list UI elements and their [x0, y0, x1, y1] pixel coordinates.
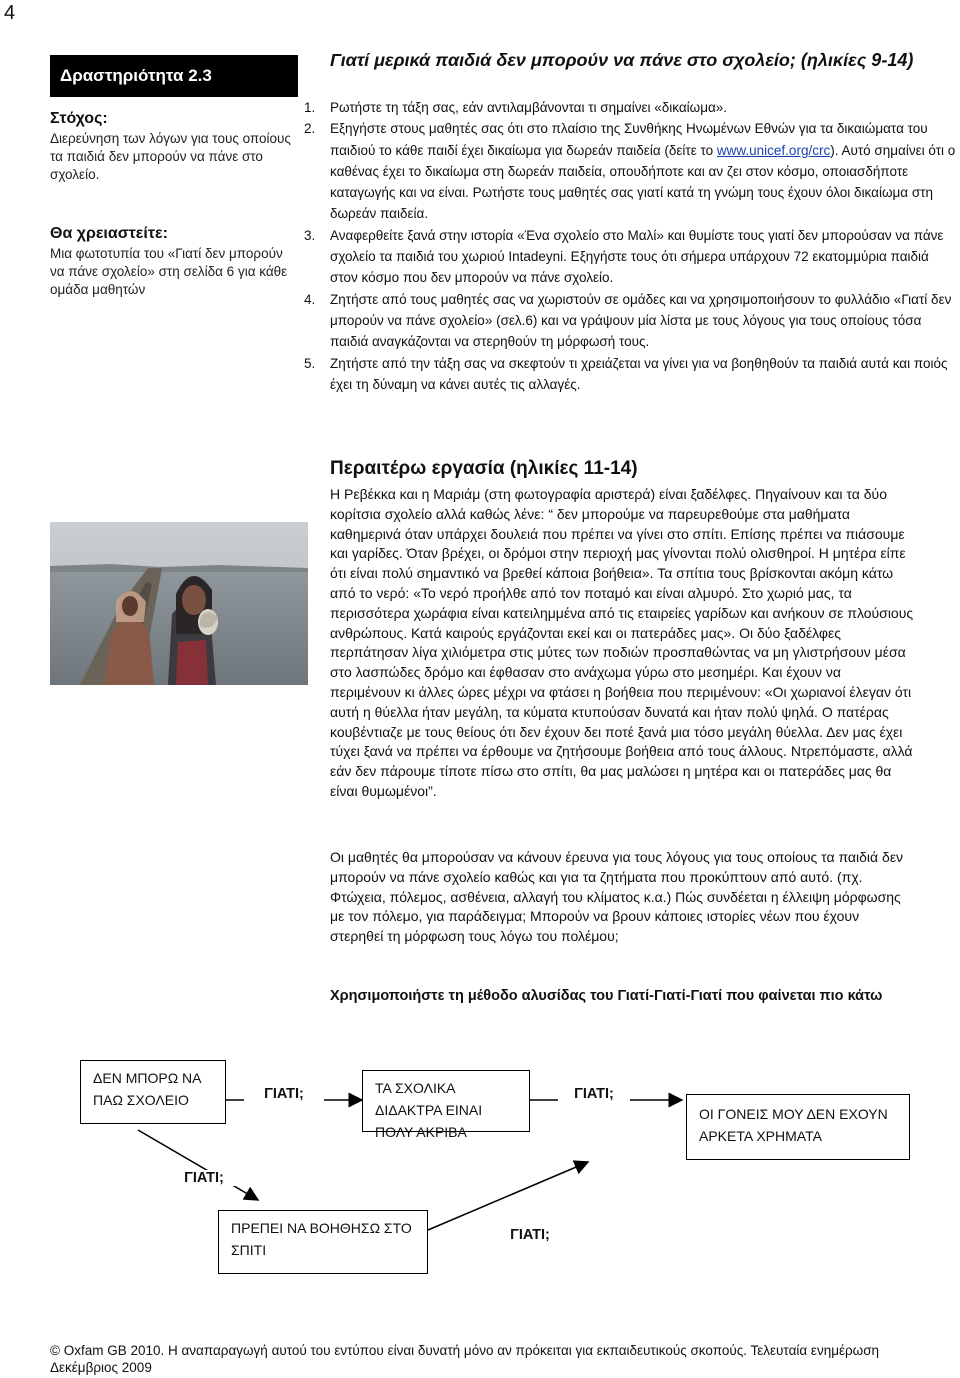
- step-number: 3.: [304, 227, 316, 243]
- step-item: [304, 353, 960, 396]
- why-label: ΓΙΑΤΙ;: [558, 1086, 630, 1102]
- needs-heading: Θα χρειαστείτε:: [50, 225, 168, 242]
- research-text: Οι μαθητές θα μπορούσαν να κάνουν έρευνα για τους λόγους για τους οποίους τα παιδιά δεν μπορούν να πάνε σχολείο καθώς και για τα ζητήματα που προκύπτουν από αυτό. (πχ. Φτώχεια, πόλεμος, ασθένεια, αλλαγή του κλίματος κ.α.) Πώς συνδέεται η έλλειψη μόρφωσης με τον πόλεμο, για παράδειγμα; Μπορούν να βρουν κάποιες ιστορίες νέων που έχουν στερηθεί τη μόρφωση τους λόγω του πολέμου;: [330, 849, 904, 945]
- activity-title: Γιατί μερικά παιδιά δεν μπορούν να πάνε στο σχολείο; (ηλικίες 9-14): [330, 50, 914, 70]
- step-number: 1.: [304, 100, 316, 115]
- step-item: [304, 289, 960, 353]
- why-label: ΓΙΑΤΙ;: [490, 1227, 570, 1243]
- activity-label-box: [50, 55, 298, 97]
- chain-box-text: ΠΡΕΠΕΙ ΝΑ ΒΟΗΘΗΣΩ ΣΤΟ ΣΠΙΤΙ: [231, 1220, 412, 1258]
- step-text: Αναφερθείτε ξανά στην ιστορία «Ένα σχολείο στο Μαλί» και θυμίστε τους γιατί δεν μπορούσαν να πάνε σχολείο τα παιδιά του χωριού Intadeyni. Εξηγήστε τους ότι σήμερα υπάρχουν 72 εκατομμύρια παιδιά στον κόσμο που δεν μπορούν να πάνε σχολείο.: [330, 227, 944, 286]
- step-item: [304, 97, 960, 118]
- chain-box-help-home: [218, 1210, 428, 1274]
- why-label: ΓΙΑΤΙ;: [164, 1170, 244, 1186]
- goal-text: Διερεύνηση των λόγων για τους οποίους τα παιδιά δεν μπορούν να πάνε στο σχολείο.: [50, 131, 291, 182]
- goal-heading: Στόχος:: [50, 110, 108, 127]
- chain-arrow: [138, 1130, 258, 1200]
- needs-text: Μια φωτοτυπία του «Γιατί δεν μπορούν να πάνε σχολείο» στη σελίδα 6 για κάθε ομάδα μαθητών: [50, 246, 288, 297]
- copyright-footer: © Oxfam GB 2010. Η αναπαραγωγή αυτού του εντύπου είναι δυνατή μόνο αν πρόκειται για εκπαιδευτικούς σκοπούς. Τελευταία ενημέρωση Δεκέμβριος 2009: [50, 1343, 880, 1375]
- step-item: [304, 225, 960, 289]
- cousins-photo: [50, 522, 308, 685]
- activity-label: Δραστηριότητα 2.3: [60, 66, 212, 85]
- step-text: [330, 118, 960, 224]
- step-text: Ρωτήστε τη τάξη σας, εάν αντιλαμβάνονται τι σημαίνει «δικαίωμα».: [330, 100, 728, 115]
- chain-box-text: ΔΕΝ ΜΠΟΡΩ ΝΑ ΠΑΩ ΣΧΟΛΕΙΟ: [93, 1070, 201, 1108]
- step-item: [304, 118, 960, 224]
- goal-section: [50, 110, 300, 184]
- why-chain-instruction: Χρησιμοποιήστε τη μέθοδο αλυσίδας του Γιατί-Γιατί-Γιατί που φαίνεται πιο κάτω: [330, 988, 883, 1004]
- needs-section: [50, 225, 300, 299]
- step-number: 2.: [304, 121, 316, 137]
- why-label: ΓΙΑΤΙ;: [244, 1086, 324, 1102]
- unicef-link[interactable]: www.unicef.org/crc: [716, 142, 831, 158]
- chain-box-fees-expensive: [362, 1070, 530, 1140]
- chain-box-text: ΟΙ ΓΟΝΕΙΣ ΜΟΥ ΔΕΝ ΕΧΟΥΝ ΑΡΚΕΤΑ ΧΡΗΜΑΤΑ: [699, 1106, 888, 1144]
- step-text: Ζητήστε από τους μαθητές σας να χωριστούν σε ομάδες και να χρησιμοποιήσουν το φυλλάδιο «Γιατί δεν μπορούν να πάνε σχολείο» (σελ.6) και να γράψουν μία λίστα με τους λόγους για τους οποίους τόσα παιδιά αναγκάζονται να στερηθούν τη μόρφωσή τους.: [330, 291, 952, 350]
- further-work-title: Περαιτέρω εργασία (ηλικίες 11-14): [330, 458, 638, 479]
- chain-box-parents-no-money: [686, 1094, 910, 1160]
- chain-box-text: ΤΑ ΣΧΟΛΙΚΑ ΔΙΔΑΚΤΡΑ ΕΙΝΑΙ ΠΟΛΥ ΑΚΡΙΒΑ: [375, 1080, 483, 1140]
- step-text-part: Εξηγήστε στους μαθητές σας ότι στο πλαίσιο της Συνθήκης Ηνωμένων Εθνών για τα δικαιώματα του παιδιού το κάθε παιδί έχει δικαίωμα για δωρεάν παιδεία (δείτε το: [330, 121, 928, 158]
- chain-box-cannot-go-school: [80, 1060, 226, 1124]
- page-number: 4: [4, 2, 16, 24]
- step-text-part: ). Αυτό σημαίνει ότι ο καθένας έχει το δικαίωμα στη δωρεάν παιδεία, οπουδήποτε και αν ζει στον κόσμο, οποιασδήποτε καταγωγής και να είναι. Ρωτήστε τους μαθητές σας γιατί κατά τη γνώμη τους έχουν όλοι δικαίωμα στη δωρεάν παιδεία.: [330, 142, 956, 222]
- step-number: 5.: [304, 355, 316, 371]
- chain-arrow: [428, 1162, 588, 1230]
- cousins-story: Η Ρεβέκκα και η Μαριάμ (στη φωτογραφία αριστερά) είναι ξαδέλφες. Πηγαίνουν και τα δύο κορίτσια σχολείο αλλά καθώς λένε: “ δεν μπορούμε να παρευρεθούμε στα μαθήματα καθημερινά όταν υπάρχει δουλειά που πρέπει να γίνει στο σπίτι. Επίσης πρέπει να πιάσουμε και γαρίδες. Όταν βρέχει, οι δρόμοι στην περιοχή μας γίνονται πολύ ολισθηροί. Η μητέρα είπε ότι είναι πολύ σημαντικό να βρεθεί κάποια βοήθεια». Τα σπίτια τους βρίσκονται ακόμη κάτω από το νερό: «Το νερό προήλθε από τον ποταμό και είναι αλμυρό. Στο χωριό μας, τα περισσότερα χωράφια είναι κατειλημμένα από τις εταιρείες γαρίδων και ανήκουν σε πλούσιους ανθρώπους. Κατά καιρούς εργάζονται εκεί και οι πατεράδες μας». Οι δύο ξαδέλφες περπάτησαν λίγα χιλιόμετρα στις μύτες των ποδιών προσπαθώντας να μη γλιστρήσουν μέσα στο λασπώδες δρόμο και έφθασαν στο ανάχωμα γύρω στο μεσημέρι. Και έχουν να περιμένουν κι άλλες ώρες μέχρι να φτάσει η βοήθεια που περιμένουν: «Οι χωριανοί έλεγαν ότι αυτή η θύελλα ήταν μεγάλη, τα κύματα κτυπούσαν δυνατά και ήταν πολύ ψηλά. Ο πατέρας κουβέντιαζε με τους θείους ότι δεν έχουν δει ποτέ ξανά μια τόσο μεγάλη θύελλα. Δεν μας έχει τύχει ξανά να πρέπει να έρθουμε να ζητήσουμε βοήθεια από τους άλλους. Ντρεπόμαστε, αλλά εάν δεν πάρουμε τίποτε πίσω στο σπίτι, θα μας μαλώσει η μητέρα και οι πατεράδες μας θα είναι θυμωμένοι”.: [330, 486, 914, 799]
- step-text: Ζητήστε από την τάξη σας να σκεφτούν τι χρειάζεται να γίνει για να βοηθηθούν τα παιδιά αυτά και ποιός έχει τη δύναμη να κάνει αυτές τις αλλαγές.: [330, 355, 948, 392]
- steps-list: [304, 97, 960, 395]
- step-number: 4.: [304, 291, 316, 307]
